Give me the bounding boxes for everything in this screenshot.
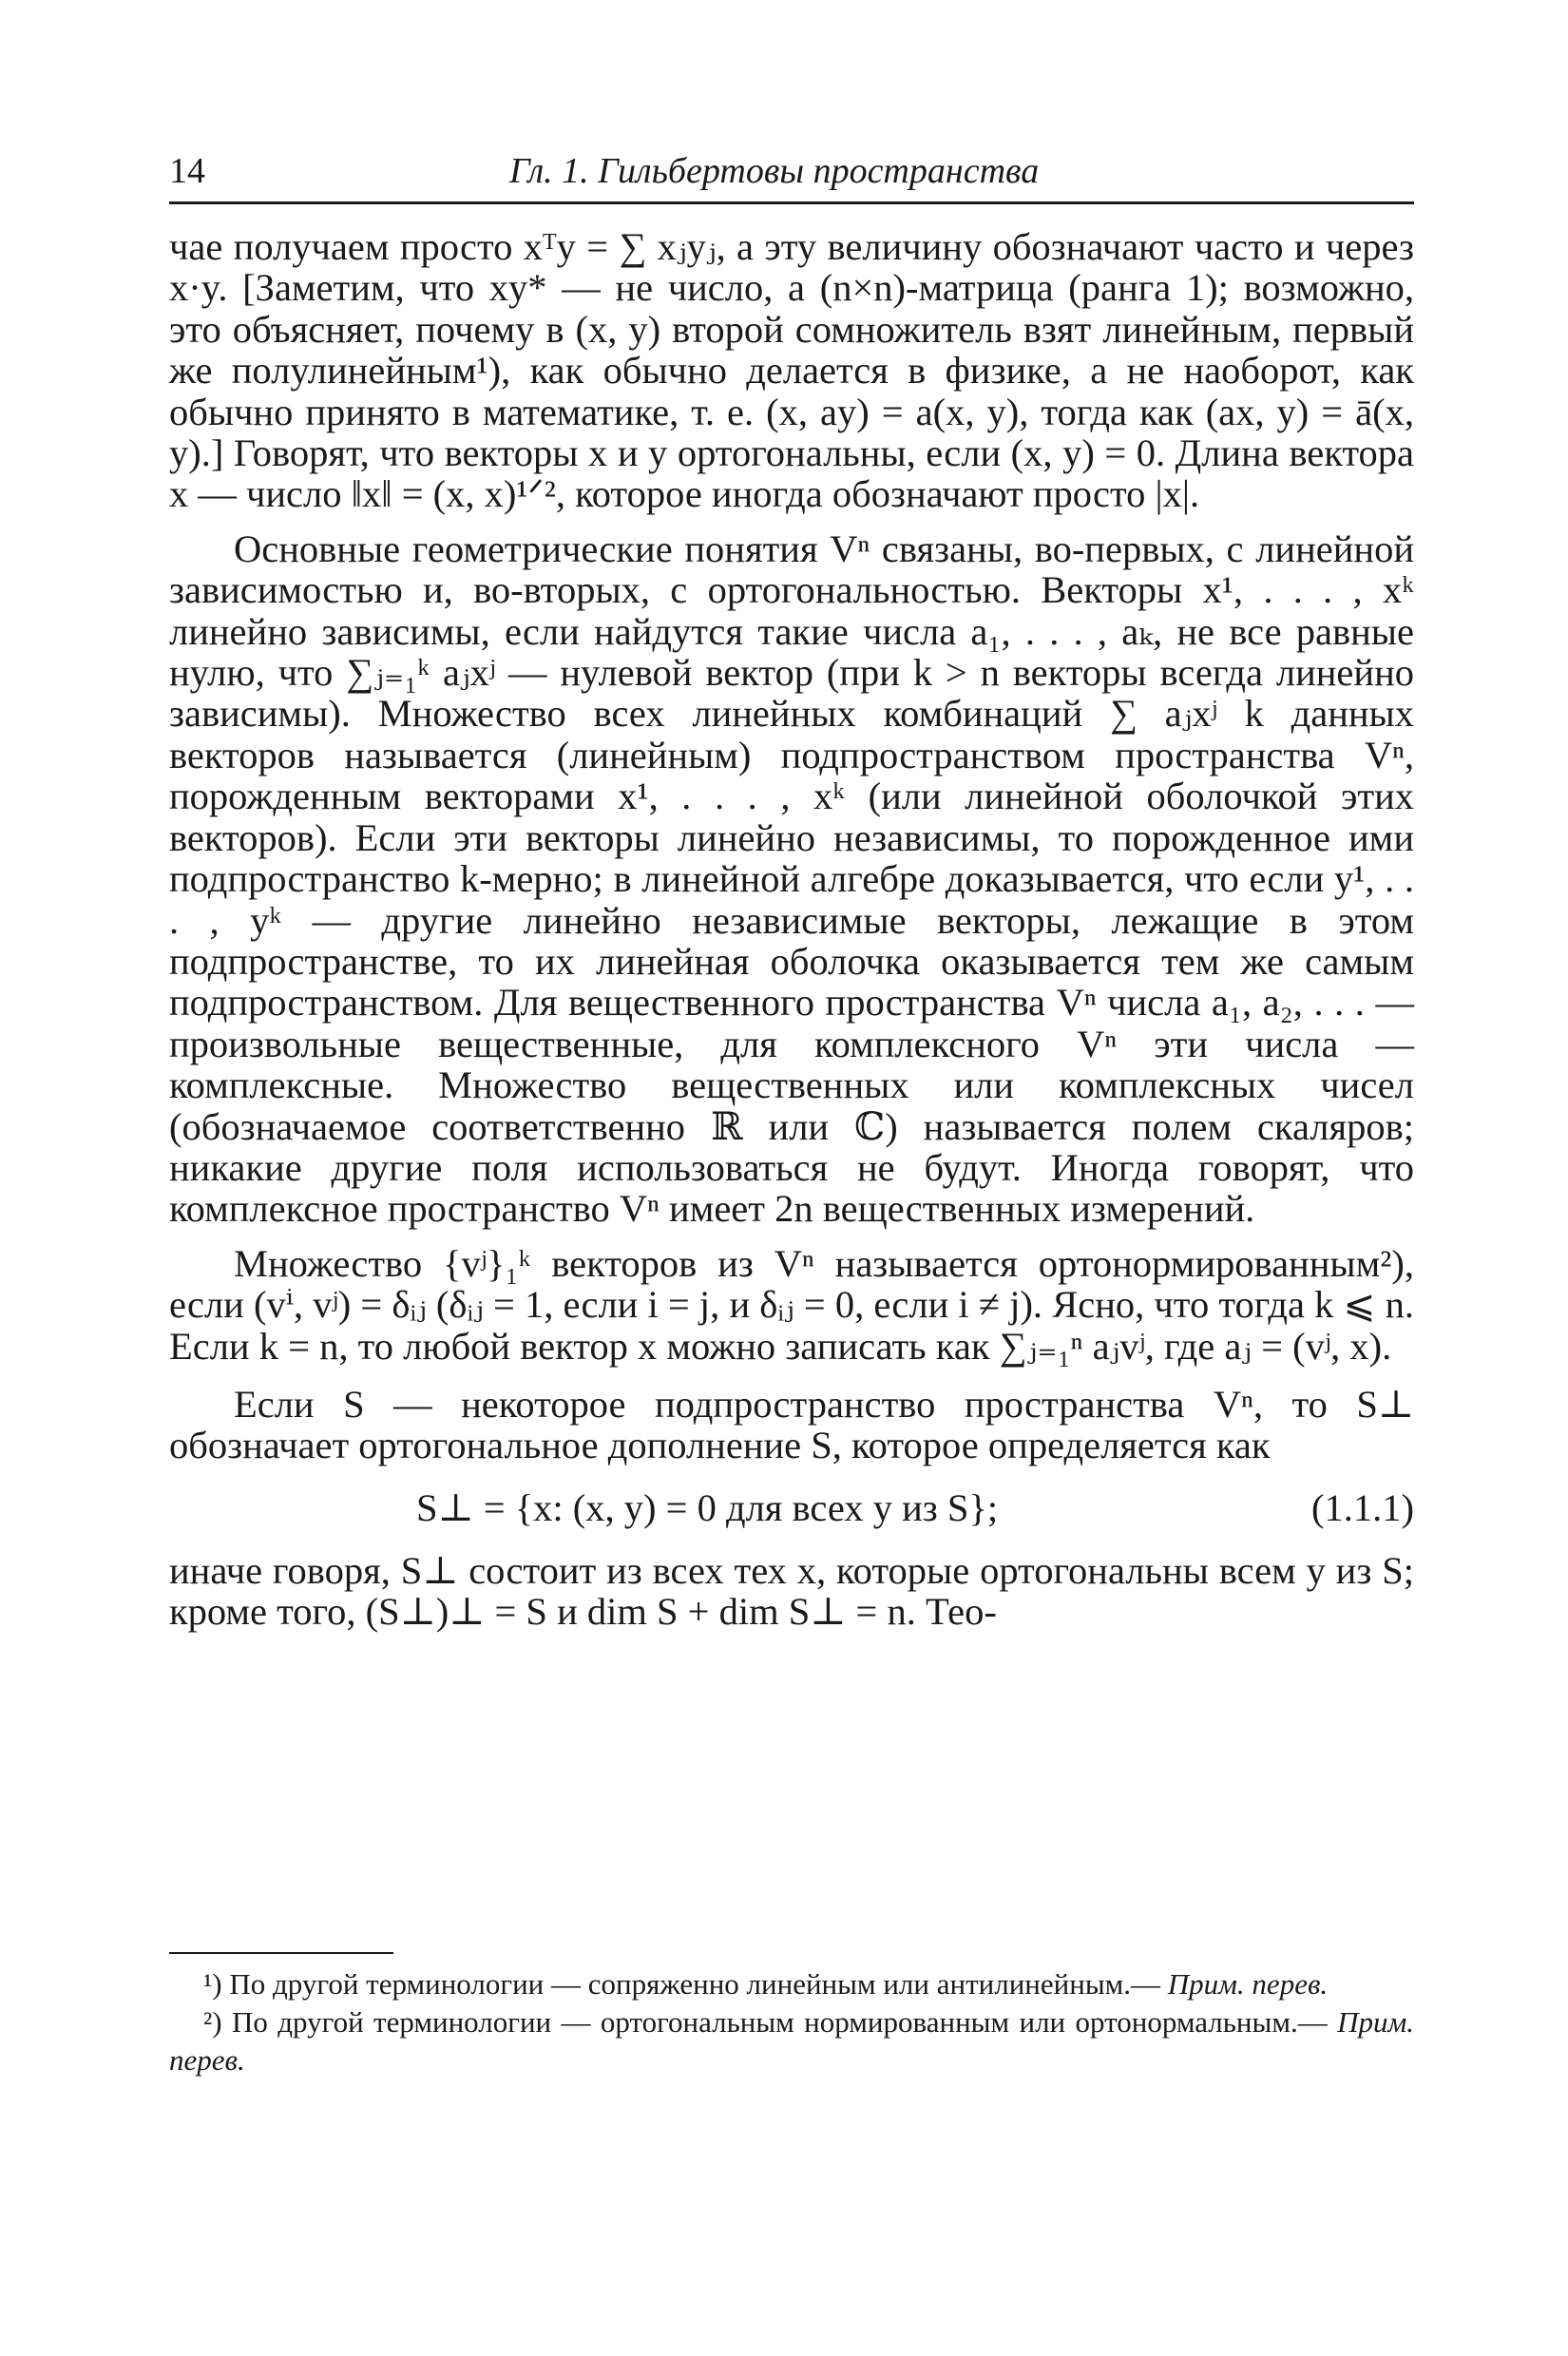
page-header bbox=[169, 150, 1414, 198]
running-head: Гл. 1. Гильбертовы пространства bbox=[509, 151, 1040, 191]
header-rule bbox=[169, 201, 1414, 204]
footnote-text: По другой терминологии — ортогональным нормированным или ортонормальным.— bbox=[232, 2005, 1328, 2039]
paragraph: Если S — некоторое подпространство пространства Vⁿ, то S⊥ обозначает ортогональное дополнение S, которое определяется как bbox=[169, 1382, 1414, 1467]
equation-formula: S⊥ = {x: (x, y) = 0 для всех y из S}; bbox=[416, 1485, 999, 1529]
paragraph: Основные геометрические понятия Vⁿ связаны, во-первых, с линейной зависимостью и, во-вторых, с ортогональностью. Векторы x¹, . . . , xᵏ линейно зависимы, если найдутся такие числа a₁, . . . , aₖ, не все равные нулю, что ∑ⱼ₌₁ᵏ aⱼxʲ — нулевой вектор (при k > n векторы всегда линейно зависимы). Множество всех линейных комбинаций ∑ aⱼxʲ k данных векторов называется (линейным) подпространством пространства Vⁿ, порожденным векторами x¹, . . . , xᵏ (или линейной оболочкой этих векторов). Если эти векторы линейно независимы, то порожденное ими подпространство k-мерно; в линейной алгебре доказывается, что если y¹, . . . , yᵏ — другие линейно независимые векторы, лежащие в этом подпространстве, то их линейная оболочка оказывается тем же самым подпространством. Для вещественного пространства Vⁿ числа a₁, a₂, . . . — произвольные вещественные, для комплексного Vⁿ эти числа — комплексные. Множество вещественных или комплексных чисел (обозначаемое соответственно ℝ или ℂ) называется полем скаляров; никакие другие поля использоваться не будут. Иногда говорят, что комплексное пространство Vⁿ имеет 2n вещественных измерений. bbox=[169, 527, 1414, 1231]
footnote bbox=[169, 2003, 1414, 2079]
main-text bbox=[169, 226, 1414, 1633]
footnote-text: По другой терминологии — сопряженно линейным или антилинейным.— bbox=[229, 1967, 1161, 2001]
footnote bbox=[169, 1965, 1414, 2003]
paragraph: Множество {vʲ}₁ᵏ векторов из Vⁿ называется ортонормированным²), если (vⁱ, vʲ) = δᵢⱼ (δᵢⱼ = 1, если i = j, и δᵢⱼ = 0, если i ≠ j). Ясно, что тогда k ⩽ n. Если k = n, то любой вектор x можно записать как ∑ⱼ₌₁ⁿ aⱼvʲ, где aⱼ = (vʲ, x). bbox=[169, 1241, 1414, 1368]
display-equation bbox=[169, 1474, 1414, 1541]
page-number: 14 bbox=[169, 151, 205, 191]
footnotes bbox=[169, 1965, 1414, 2079]
equation-number: (1.1.1) bbox=[1311, 1485, 1414, 1529]
translator-note: Прим. перев. bbox=[169, 2005, 1414, 2077]
translator-note: Прим. перев. bbox=[1167, 1967, 1329, 2001]
footnote-marker: ²) bbox=[203, 2005, 222, 2039]
footnote-marker: ¹) bbox=[203, 1967, 222, 2001]
paragraph: чае получаем просто xᵀy = ∑ xⱼyⱼ, а эту величину обозначают часто и через x·y. [Заметим, что xy* — не число, а (n×n)-матрица (ранга 1); возможно, это объясняет, почему в (x, y) второй сомножитель взят линейным, первый же полулинейным¹), как обычно делается в физике, а не наоборот, как обычно принято в математике, т. е. (x, ay) = a(x, y), тогда как (ax, y) = ā(x, y).] Говорят, что векторы x и y ортогональны, если (x, y) = 0. Длина вектора x — число ‖x‖ = (x, x)¹ᐟ², которое иногда обозначают просто |x|. bbox=[169, 225, 1414, 516]
paragraph: иначе говоря, S⊥ состоит из всех тех x, которые ортогональны всем y из S; кроме того, (S⊥)⊥ = S и dim S + dim S⊥ = n. Тео- bbox=[169, 1548, 1414, 1634]
footnote-rule bbox=[169, 1952, 393, 1954]
